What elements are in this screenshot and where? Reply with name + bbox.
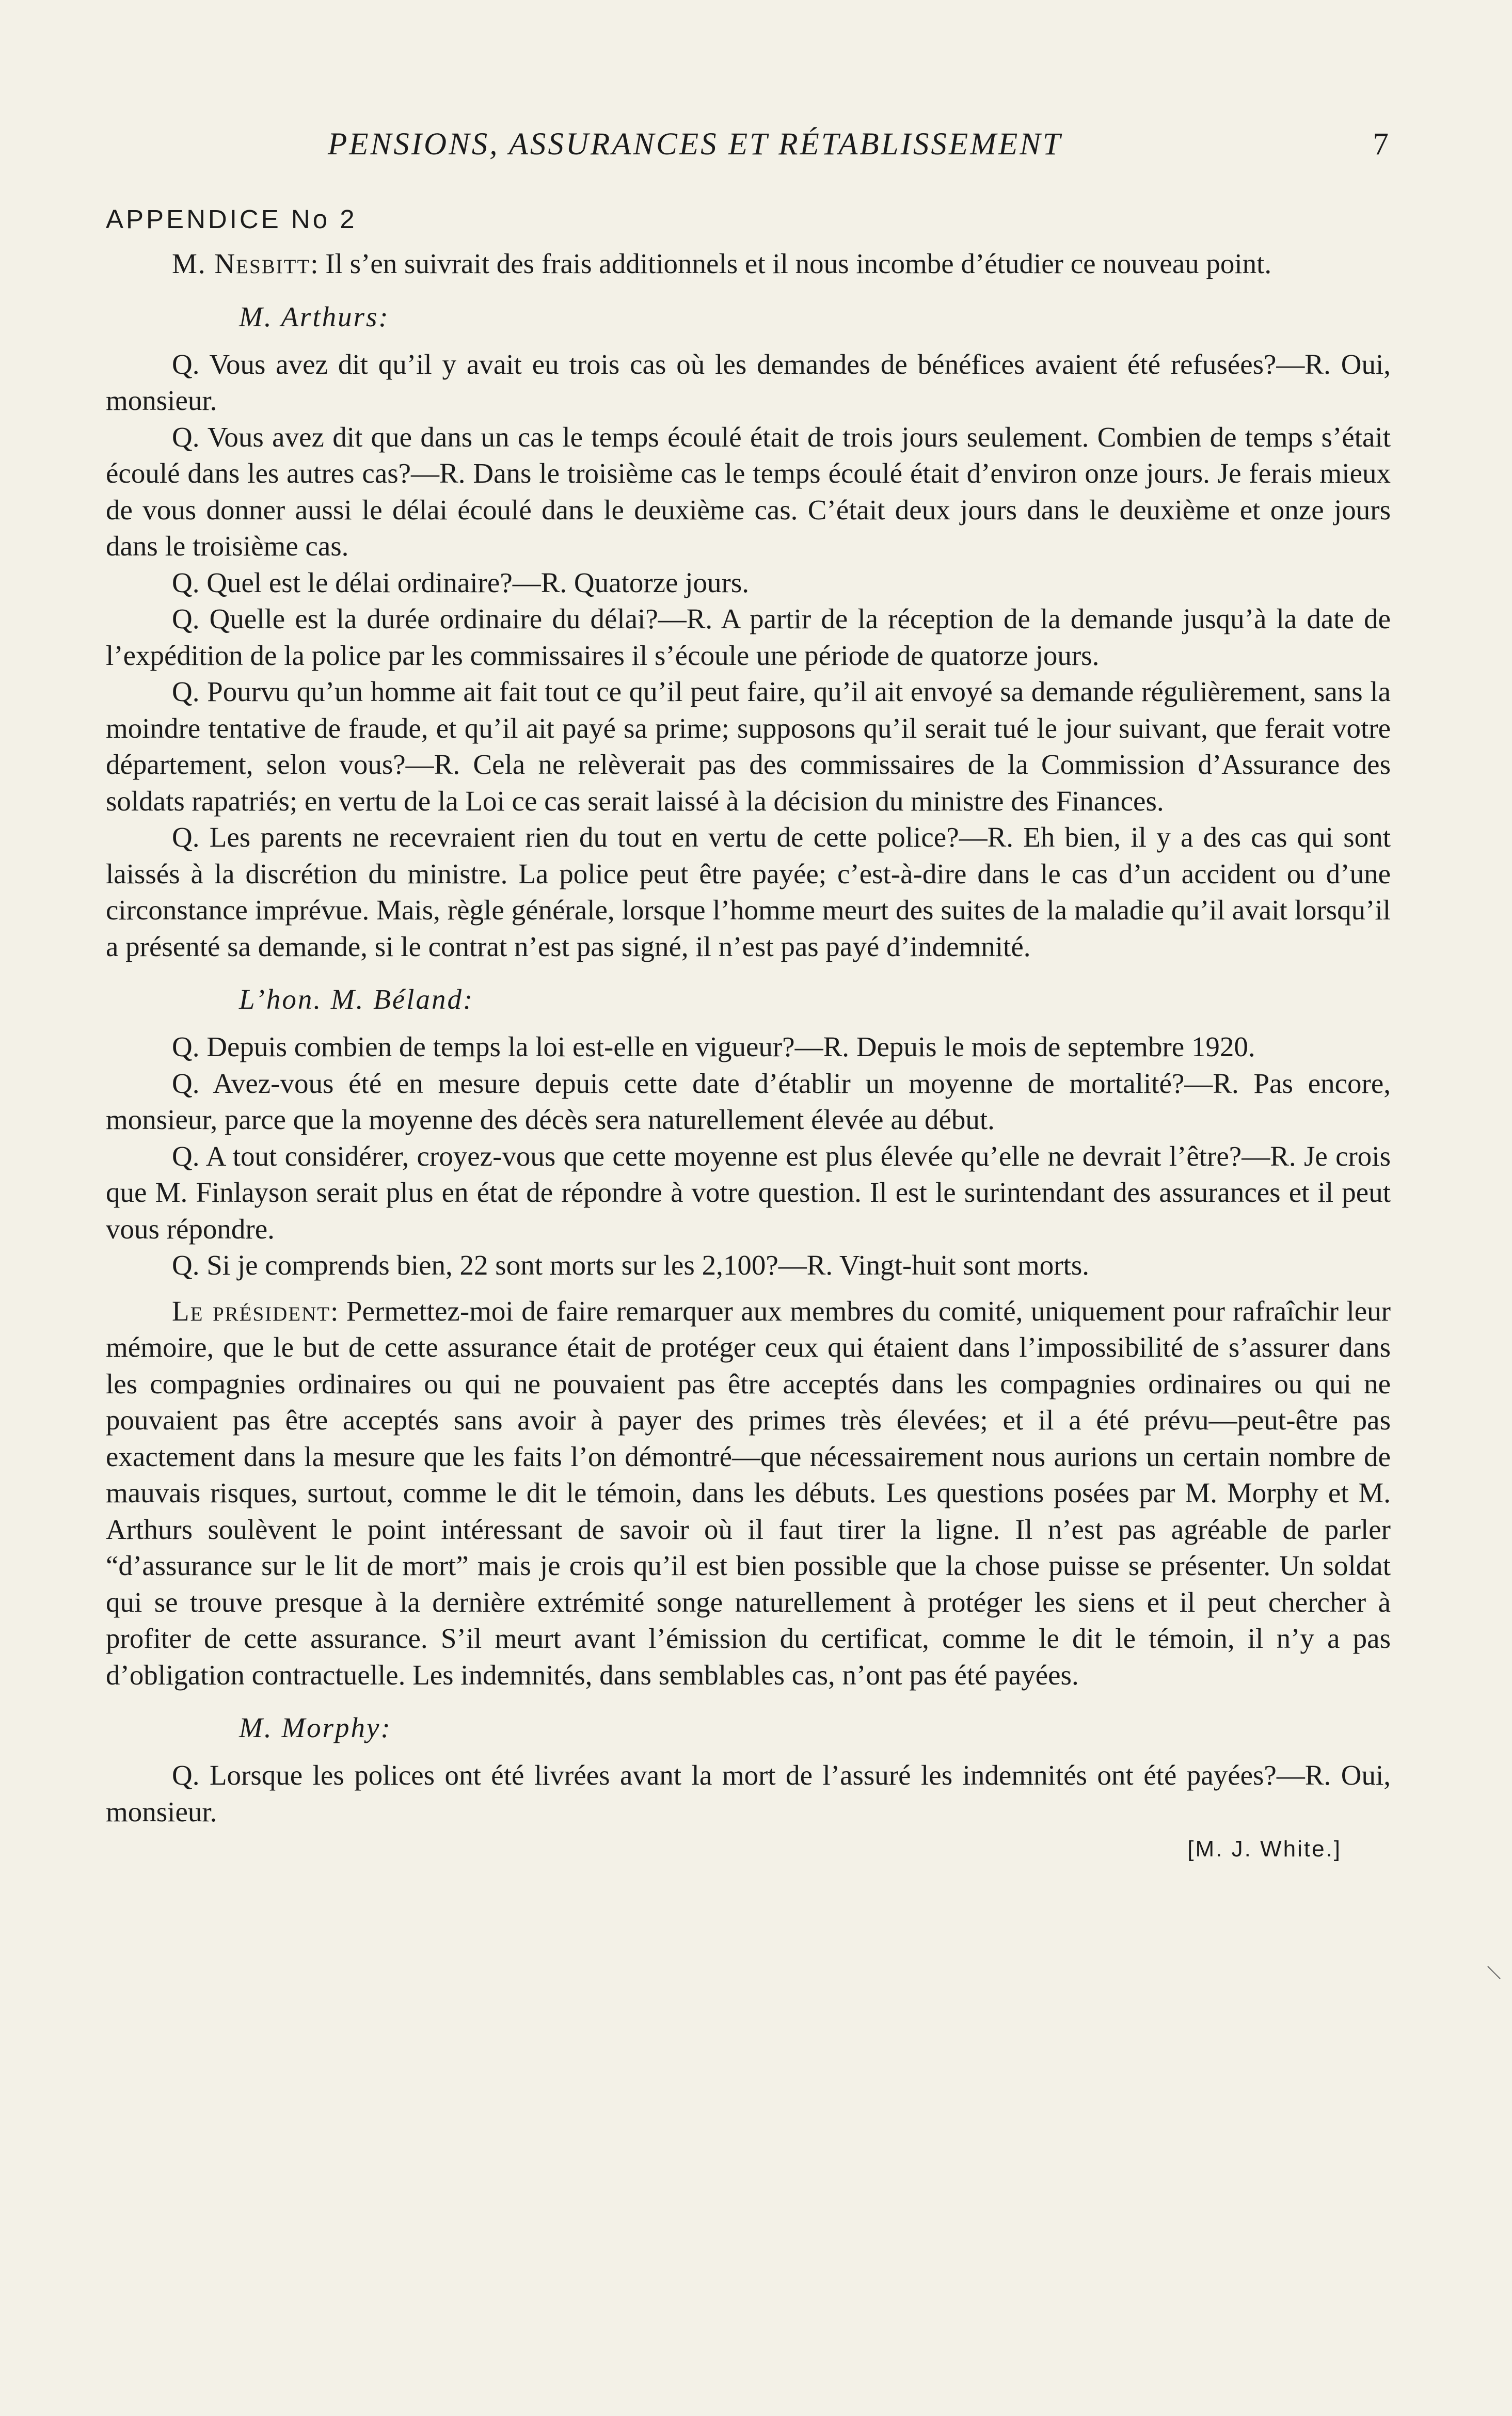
speaker-heading: M. Arthurs: bbox=[239, 300, 390, 332]
running-title: PENSIONS, ASSURANCES ET RÉTABLISSEMENT bbox=[328, 127, 1062, 162]
paragraph-text: Q. Si je comprends bien, 22 sont morts sur les 2,100?—R. Vingt-huit sont morts. bbox=[172, 1249, 1089, 1281]
transcript-body bbox=[106, 246, 1391, 1830]
paragraph-text: Q. Quel est le délai ordinaire?—R. Quatorze jours. bbox=[172, 566, 749, 598]
transcript-paragraph bbox=[106, 1293, 1391, 1694]
transcript-paragraph bbox=[106, 601, 1391, 674]
paragraph-text: Q. Depuis combien de temps la loi est-elle en vigueur?—R. Depuis le mois de septembre 1920. bbox=[172, 1031, 1255, 1062]
transcript-paragraph bbox=[106, 1757, 1391, 1830]
speaker-heading: M. Morphy: bbox=[239, 1712, 392, 1743]
paragraph-text: : Permettez-moi de faire remarquer aux membres du comité, uniquement pour rafraîchir leur mémoire, que le but de cette assurance était de protéger ceux qui étaient dans l’impossibilité de s’assurer dans les compagnies ordinaires ou qui ne pouvaient pas être acceptés dans les compagnies ordinaires ou qui ne pouvaient pas être acceptés sans avoir à payer des primes très élevées; et il a été prévu—peut-être pas exactement dans la mesure que les faits l’on démontré—que nécessairement nous aurions un certain nombre de mauvais risques, surtout, comme le dit le témoin, dans les débuts. Les questions posées par M. Morphy et M. Arthurs soulèvent le point intéressant de savoir où il faut tirer la ligne. Il n’est pas agréable de parler “d’assurance sur le lit de mort” mais je crois qu’il est bien possible que la chose puisse se présenter. Un soldat qui se trouve presque à la dernière extrémité songe naturellement à protéger les siens et il peut chercher à profiter de cette assurance. S’il meurt avant l’émission du certificat, comme le dit le témoin, il n’y a pas d’obligation contractuelle. Les indemnités, dans semblables cas, n’ont pas été payées. bbox=[106, 1295, 1391, 1691]
paragraph-text: Q. Quelle est la durée ordinaire du délai?—R. A partir de la réception de la demande jusqu’à la date de l’expédition de la police par les commissaires il s’écoule une période de quatorze jours. bbox=[106, 603, 1391, 671]
transcript-paragraph bbox=[106, 565, 1391, 601]
paragraph-text: : Il s’en suivrait des frais additionnels et il nous incombe d’étudier ce nouveau point. bbox=[310, 248, 1272, 279]
paragraph-text: Q. A tout considérer, croyez-vous que cette moyenne est plus élevée qu’elle ne devrait l’être?—R. Je crois que M. Finlayson serait plus en état de répondre à votre question. Il est le surintendant des assurances et il peut vous répondre. bbox=[106, 1140, 1391, 1245]
speaker-heading: L’hon. M. Béland: bbox=[239, 983, 474, 1015]
paragraph-text: Q. Lorsque les polices ont été livrées avant la mort de l’assuré les indemnités ont été payées?—R. Oui, monsieur. bbox=[106, 1759, 1391, 1827]
paragraph-text: Q. Vous avez dit que dans un cas le temps écoulé était de trois jours seulement. Combien de temps s’était écoulé dans les autres cas?—R. Dans le troisième cas le temps écoulé était d’environ onze jours. Je ferais mieux de vous donner aussi le délai écoulé dans le deuxième cas. C’était deux jours dans le deuxième et onze jours dans le troisième cas. bbox=[106, 421, 1391, 562]
paragraph-text: Q. Vous avez dit qu’il y avait eu trois cas où les demandes de bénéfices avaient été refusées?—R. Oui, monsieur. bbox=[106, 348, 1391, 416]
witness-signature: [M. J. White.] bbox=[1187, 1836, 1342, 1862]
transcript-paragraph bbox=[106, 1029, 1391, 1066]
speaker-name: M. Nesbitt bbox=[172, 248, 311, 279]
paragraph-text: Q. Avez-vous été en mesure depuis cette date d’établir un moyenne de mortalité?—R. Pas encore, monsieur, parce que la moyenne des décès sera naturellement élevée au début. bbox=[106, 1067, 1391, 1135]
transcript-paragraph bbox=[106, 419, 1391, 565]
transcript-paragraph bbox=[106, 246, 1391, 282]
transcript-paragraph bbox=[106, 674, 1391, 819]
running-header bbox=[106, 126, 1391, 173]
paragraph-text: Q. Les parents ne recevraient rien du tout en vertu de cette police?—R. Eh bien, il y a des cas qui sont laissés à la discrétion du ministre. La police peut être payée; c’est-à-dire dans le cas d’un accident ou d’une circonstance imprévue. Mais, règle générale, lorsque l’homme meurt des suites de la maladie qu’il avait lorsqu’il a présenté sa demande, si le contrat n’est pas signé, il n’est pas payé d’indemnité. bbox=[106, 821, 1391, 962]
transcript-paragraph bbox=[106, 1066, 1391, 1138]
appendix-label: APPENDICE No 2 bbox=[106, 204, 357, 234]
transcript-paragraph bbox=[106, 1247, 1391, 1284]
paragraph-text: Q. Pourvu qu’un homme ait fait tout ce qu’il peut faire, qu’il ait envoyé sa demande régulièrement, sans la moindre tentative de fraude, et qu’il ait payé sa prime; supposons qu’il serait tué le jour suivant, que ferait votre département, selon vous?—R. Cela ne relèverait pas des commissaires de la Commission d’Assurance des soldats rapatriés; en vertu de la Loi ce cas serait laissé à la décision du ministre des Finances. bbox=[106, 676, 1391, 817]
transcript-paragraph bbox=[106, 819, 1391, 965]
transcript-paragraph bbox=[106, 1138, 1391, 1248]
page-number: 7 bbox=[1373, 127, 1391, 162]
transcript-paragraph bbox=[106, 346, 1391, 419]
speaker-name: Le président bbox=[172, 1295, 331, 1327]
